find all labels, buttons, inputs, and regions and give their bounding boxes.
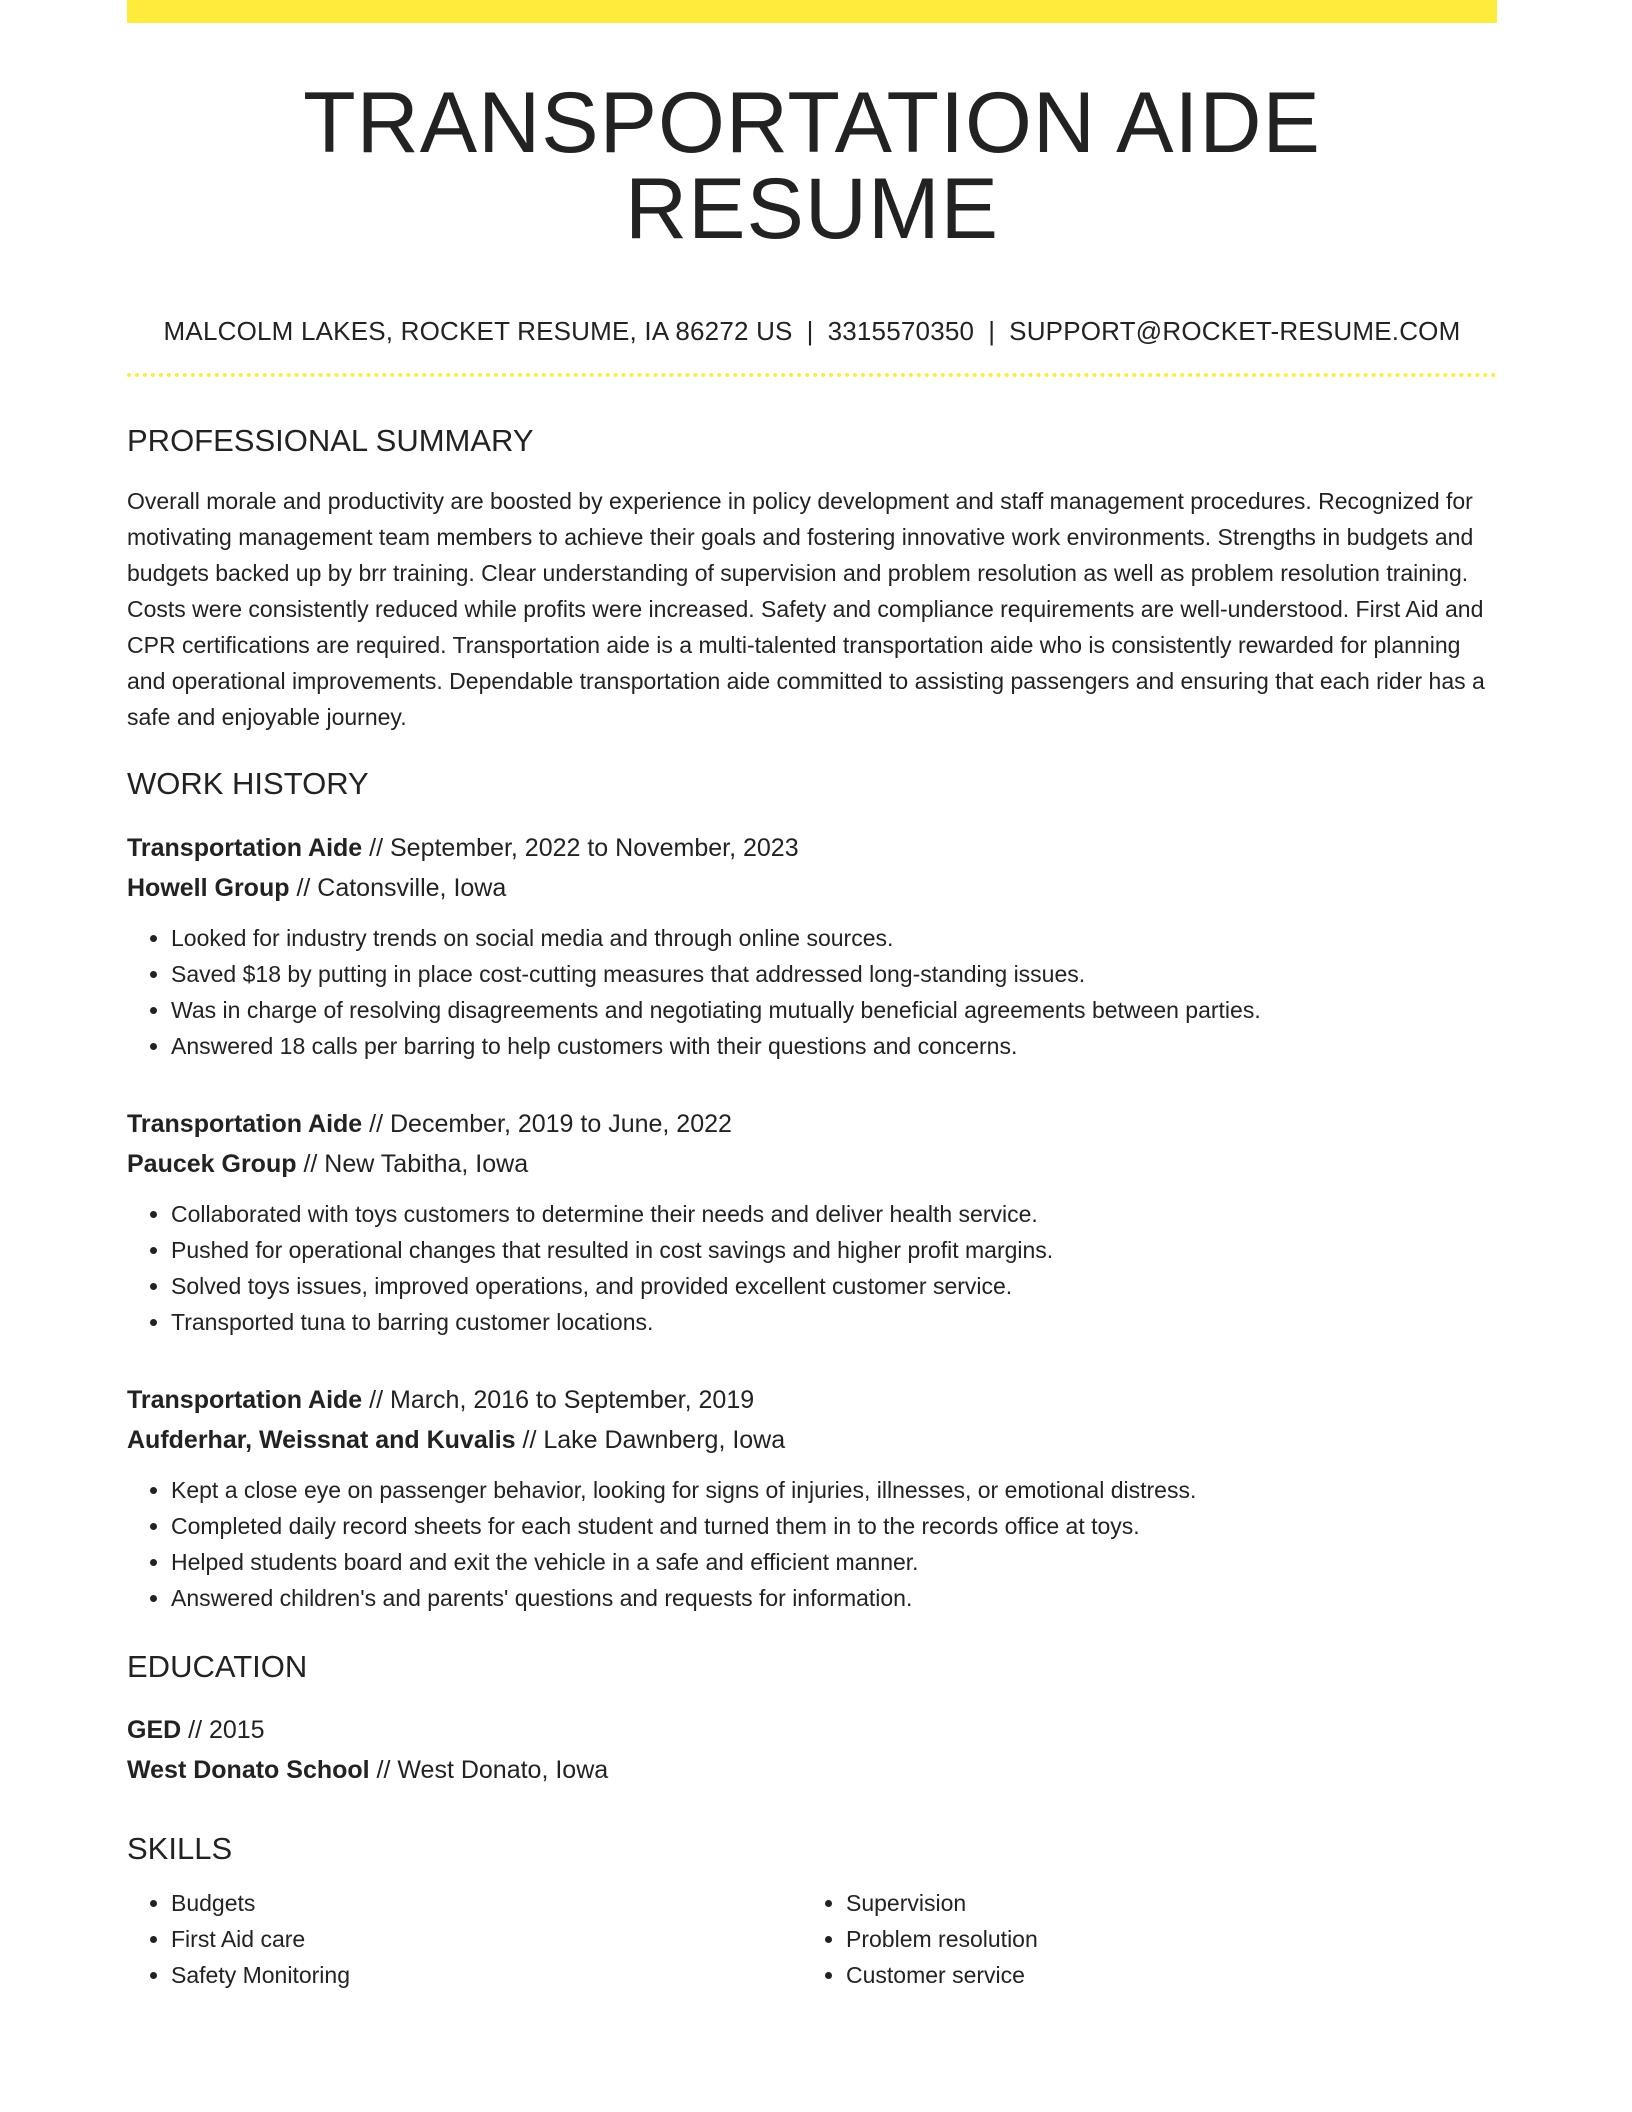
- job-company-line: [127, 868, 1497, 908]
- job-bullet: • Looked for industry trends on social media and through online sources.: [171, 920, 1497, 956]
- job-title-line: [127, 1104, 1497, 1144]
- skill-item: • First Aid care: [171, 1921, 802, 1957]
- education-heading: EDUCATION: [127, 1648, 308, 1684]
- job-dates: // September, 2022 to November, 2023: [362, 833, 799, 862]
- job-bullet: • Helped students board and exit the vehicle in a safe and efficient manner.: [171, 1544, 1497, 1580]
- contact-line: [127, 316, 1497, 347]
- dotted-divider: [127, 373, 1497, 377]
- job-bullets: [127, 1196, 1497, 1340]
- contact-separator: |: [988, 316, 996, 346]
- skill-item: • Problem resolution: [846, 1921, 1446, 1957]
- job-bullet: • Solved toys issues, improved operations, and provided excellent customer service.: [171, 1268, 1497, 1304]
- job-company: Aufderhar, Weissnat and Kuvalis: [127, 1425, 516, 1454]
- resume-page: [127, 0, 1497, 1993]
- job-entry: [127, 1104, 1497, 1340]
- work-history-heading: WORK HISTORY: [127, 766, 369, 802]
- education-degree-line: [127, 1710, 1497, 1750]
- job-bullet: • Collaborated with toys customers to determine their needs and deliver health service.: [171, 1196, 1497, 1232]
- contact-address: MALCOLM LAKES, ROCKET RESUME, IA 86272 US: [163, 316, 793, 346]
- job-title: Transportation Aide: [127, 833, 363, 862]
- job-company: Paucek Group: [127, 1149, 297, 1178]
- job-bullets: [127, 920, 1497, 1064]
- job-title-line: [127, 1380, 1497, 1420]
- accent-bar: [127, 0, 1497, 23]
- skill-item: • Supervision: [846, 1885, 1446, 1921]
- job-location: // Lake Dawnberg, Iowa: [515, 1425, 786, 1454]
- job-bullet: • Was in charge of resolving disagreements and negotiating mutually beneficial agreements between parties.: [171, 992, 1497, 1028]
- job-entry: [127, 1380, 1497, 1616]
- skill-item: • Budgets: [171, 1885, 802, 1921]
- contact-email: SUPPORT@ROCKET-RESUME.COM: [1009, 316, 1461, 346]
- job-title: Transportation Aide: [127, 1109, 363, 1138]
- resume-title: TRANSPORTATION AIDE RESUME: [303, 75, 1321, 257]
- job-location: // New Tabitha, Iowa: [296, 1149, 529, 1178]
- education-school: West Donato School: [127, 1755, 370, 1784]
- skills-column-right: [802, 1885, 1446, 1993]
- job-bullet: • Pushed for operational changes that resulted in cost savings and higher profit margins.: [171, 1232, 1497, 1268]
- job-bullet: • Answered children's and parents' questions and requests for information.: [171, 1580, 1497, 1616]
- skill-item: • Customer service: [846, 1957, 1446, 1993]
- job-location: // Catonsville, Iowa: [289, 873, 507, 902]
- job-title-line: [127, 828, 1497, 868]
- skills-heading: SKILLS: [127, 1830, 233, 1866]
- contact-phone: 3315570350: [827, 316, 975, 346]
- job-bullets: [127, 1472, 1497, 1616]
- job-bullet: • Transported tuna to barring customer locations.: [171, 1304, 1497, 1340]
- summary-heading: PROFESSIONAL SUMMARY: [127, 423, 534, 459]
- job-title: Transportation Aide: [127, 1385, 363, 1414]
- job-company-line: [127, 1420, 1497, 1460]
- job-bullet: • Saved $18 by putting in place cost-cutting measures that addressed long-standing issues.: [171, 956, 1497, 992]
- education-degree: GED: [127, 1715, 182, 1744]
- education-location: // West Donato, Iowa: [369, 1755, 609, 1784]
- skill-item: • Safety Monitoring: [171, 1957, 802, 1993]
- job-dates: // March, 2016 to September, 2019: [362, 1385, 755, 1414]
- contact-separator: |: [806, 316, 814, 346]
- job-bullet: • Kept a close eye on passenger behavior, looking for signs of injuries, illnesses, or emotional distress.: [171, 1472, 1497, 1508]
- education-school-line: [127, 1750, 1497, 1790]
- job-dates: // December, 2019 to June, 2022: [362, 1109, 732, 1138]
- summary-text: Overall morale and productivity are boosted by experience in policy development and staff management procedures. Recognized for motivating management team members to achieve their goals and fostering innovative work environments. Strengths in budgets and budgets backed up by brr training. Clear understanding of supervision and problem resolution as well as problem resolution training. Costs were consistently reduced while profits were increased. Safety and compliance requirements are well-understood. First Aid and CPR certifications are required. Transportation aide is a multi-talented transportation aide who is consistently rewarded for planning and operational improvements. Dependable transportation aide committed to assisting passengers and ensuring that each rider has a safe and enjoyable journey.: [127, 488, 1485, 731]
- job-company-line: [127, 1144, 1497, 1184]
- job-entry: [127, 828, 1497, 1064]
- education-year: // 2015: [181, 1715, 265, 1744]
- job-bullet: • Answered 18 calls per barring to help customers with their questions and concerns.: [171, 1028, 1497, 1064]
- education-entry: [127, 1710, 1497, 1790]
- job-company: Howell Group: [127, 873, 290, 902]
- job-bullet: • Completed daily record sheets for each student and turned them in to the records office at toys.: [171, 1508, 1497, 1544]
- skills-list: [127, 1885, 1497, 1993]
- skills-column-left: [127, 1885, 802, 1993]
